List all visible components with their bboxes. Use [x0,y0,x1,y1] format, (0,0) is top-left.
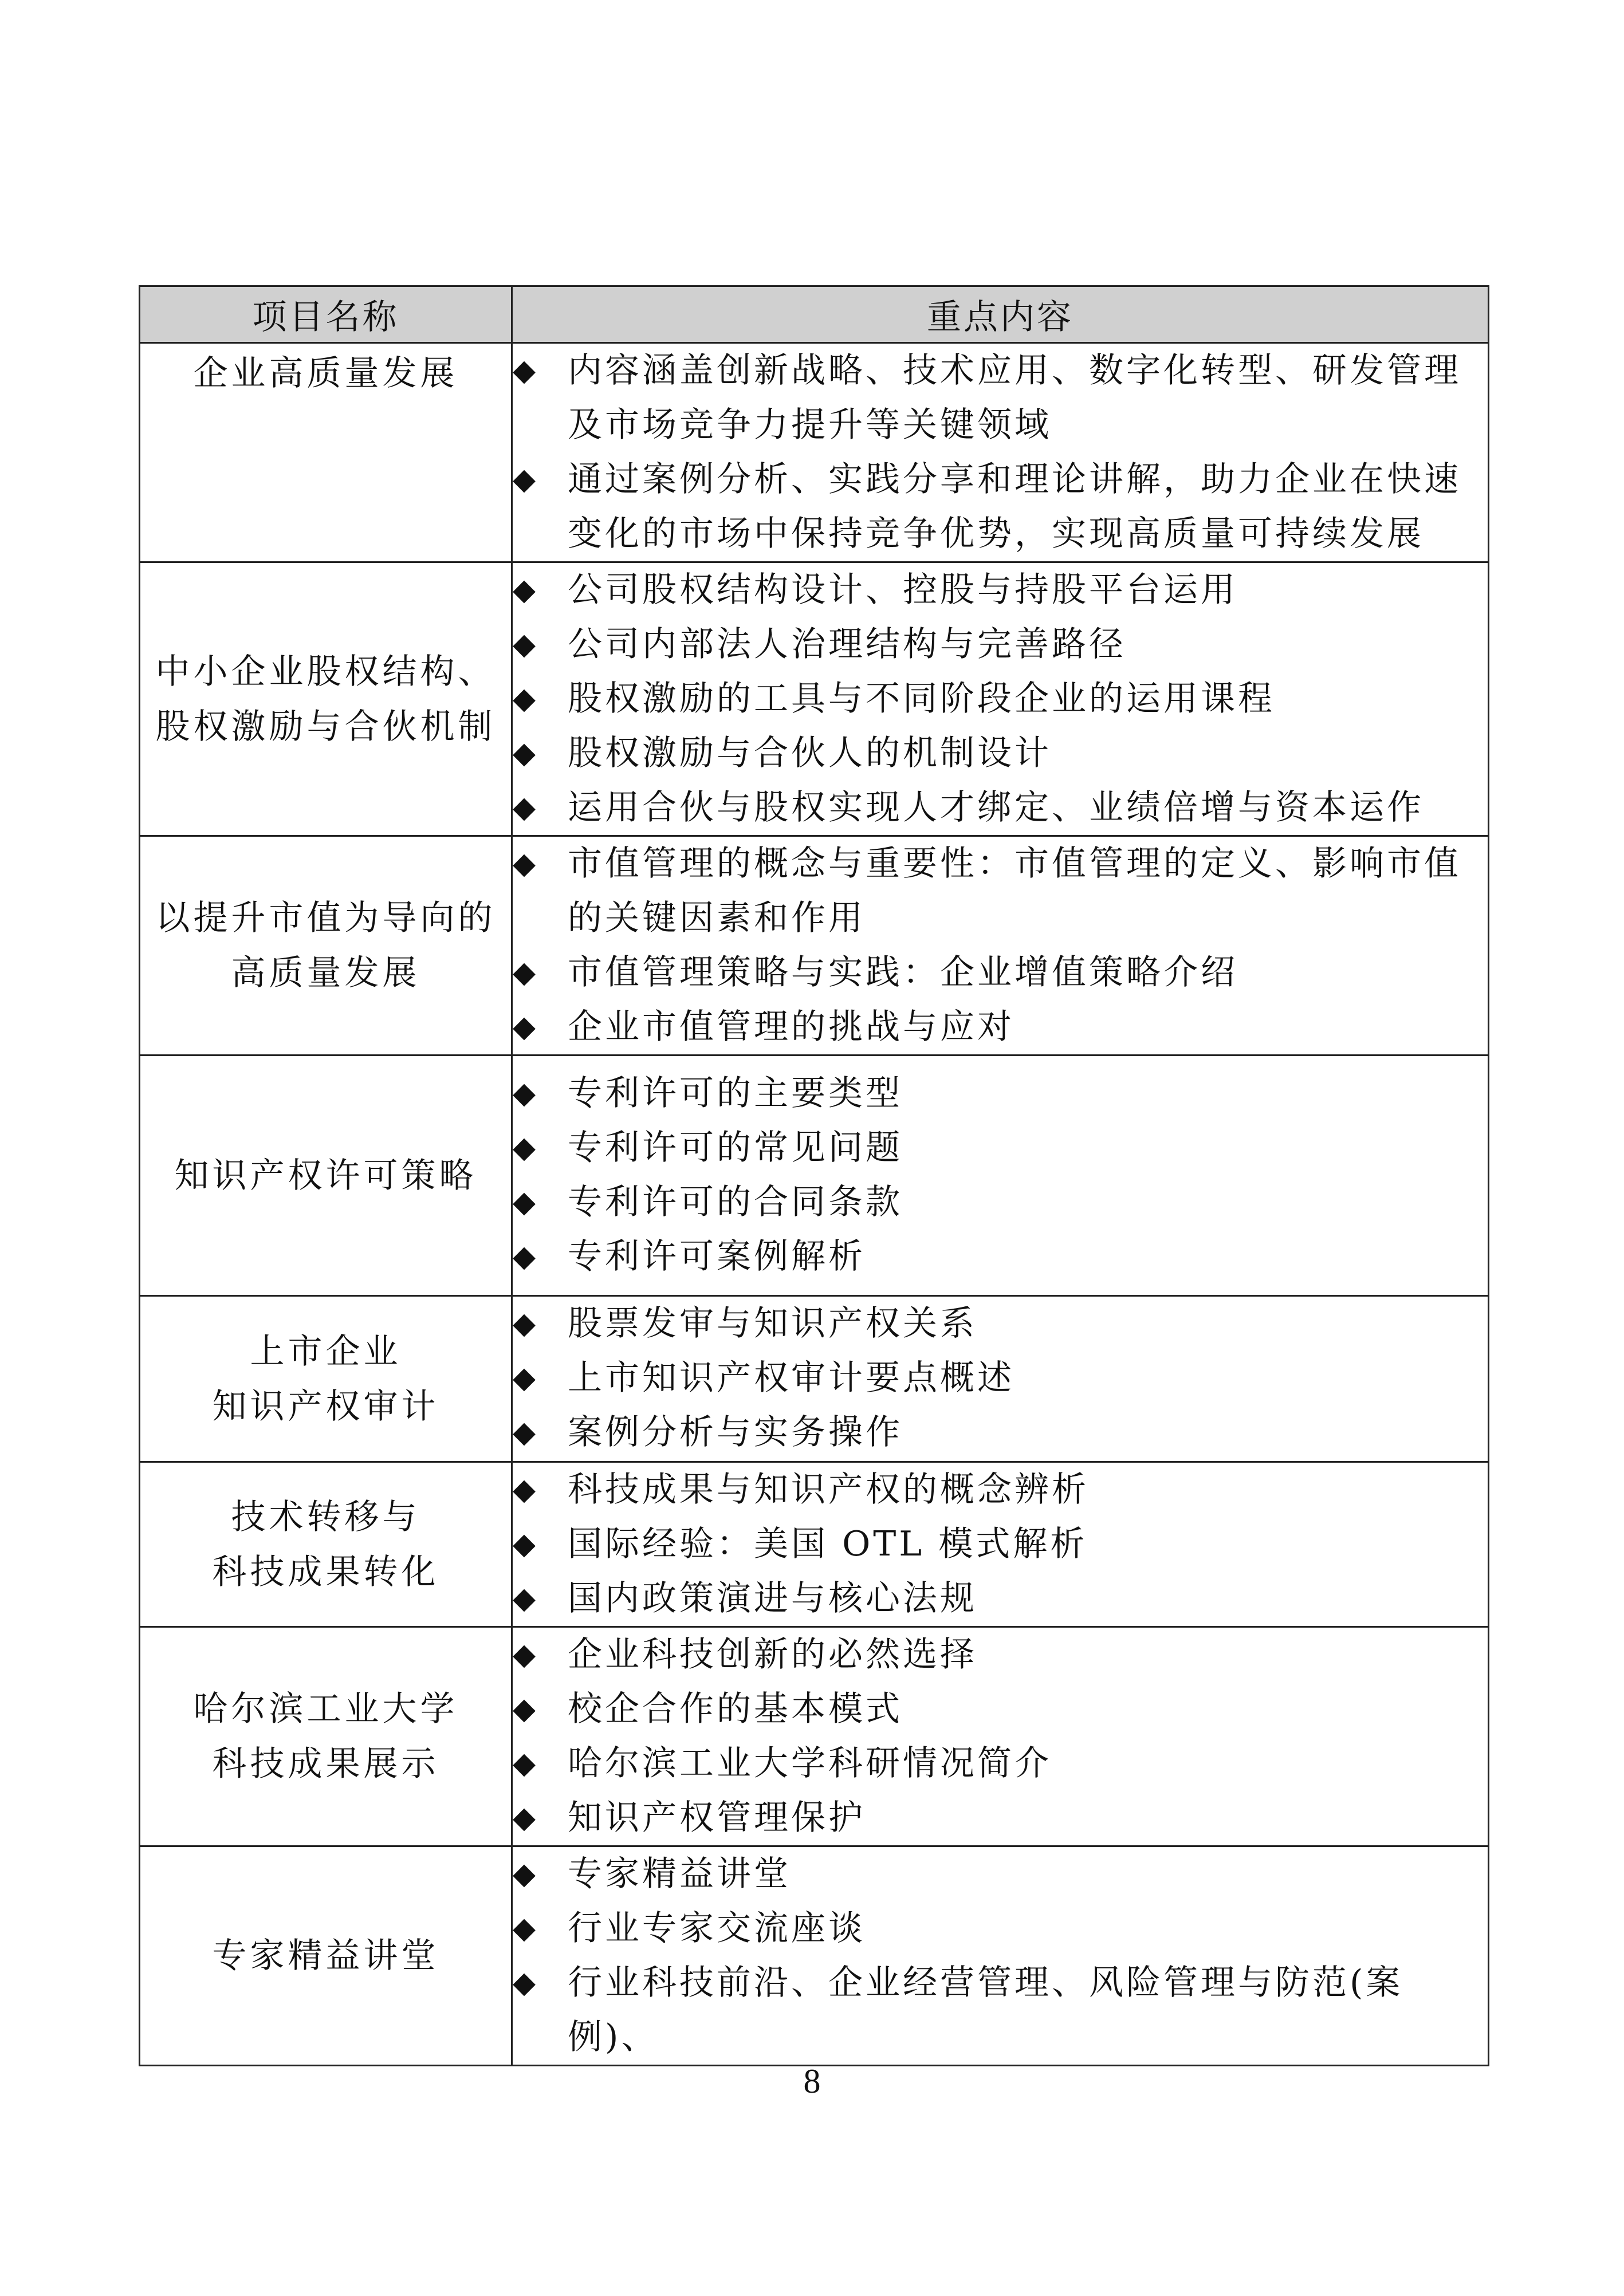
content-point [513,946,1488,1000]
diamond-bullet-icon: ◆ [513,1581,538,1616]
content-cell [512,1462,1489,1627]
content-cell [512,562,1489,836]
content-cell [512,1627,1489,1846]
diamond-bullet-icon: ◆ [513,1361,538,1395]
content-point [513,837,1488,946]
content-point-text: 专利许可案例解析 [568,1236,866,1277]
project-name-line: 哈尔滨工业大学 [193,1689,458,1729]
content-point-text: 行业科技前沿、企业经营管理、风险管理与防范(案例)、 [568,1963,1403,2057]
content-point [513,1463,1488,1517]
project-name-line: 企业高质量发展 [193,353,458,393]
table-header-row [140,286,1489,343]
diamond-bullet-icon: ◆ [513,627,538,661]
content-point-text: 案例分析与实务操作 [568,1412,903,1452]
table-row [140,1056,1489,1296]
table-row [140,1846,1489,2066]
table-row [140,343,1489,562]
content-point [513,1000,1488,1054]
project-name-line: 专家精益讲堂 [212,1936,439,1976]
content-point-text: 运用合伙与股权实现人才绑定、业绩倍增与资本运作 [568,787,1424,828]
content-point-text: 公司内部法人治理结构与完善路径 [568,624,1126,664]
header-project-name: 项目名称 [140,286,512,343]
content-point-text: 专家精益讲堂 [568,1854,791,1894]
project-name-line: 科技成果转化 [212,1551,439,1592]
content-cell [512,1846,1489,2066]
content-point [513,1572,1488,1626]
diamond-bullet-icon: ◆ [513,573,538,607]
project-name-cell [140,1296,512,1462]
content-point-text: 上市知识产权审计要点概述 [568,1358,1014,1398]
project-name-line: 以提升市值为导向的 [155,898,496,938]
diamond-bullet-icon: ◆ [513,790,538,825]
content-cell [512,1056,1489,1296]
content-point-text: 知识产权管理保护 [568,1798,866,1838]
content-point [513,344,1488,452]
diamond-bullet-icon: ◆ [513,1415,538,1450]
content-point [513,1956,1488,2065]
content-point [513,1066,1488,1121]
diamond-bullet-icon: ◆ [513,1185,538,1219]
table-row [140,562,1489,836]
content-point-text: 行业专家交流座谈 [568,1908,866,1948]
content-point [513,1121,1488,1175]
content-point-text: 校企合作的基本模式 [568,1689,903,1729]
content-point [513,1351,1488,1405]
content-point-text: 专利许可的常见问题 [568,1128,903,1168]
content-point-text: 国内政策演进与核心法规 [568,1578,977,1618]
project-name-cell [140,1846,512,2066]
project-name-line: 知识产权许可策略 [174,1155,477,1196]
content-point [513,1682,1488,1736]
content-point [513,1901,1488,1956]
content-point [513,1517,1488,1572]
content-point-text: 股票发审与知识产权关系 [568,1303,977,1344]
content-point [513,781,1488,835]
content-point-text: 股权激励的工具与不同阶段企业的运用课程 [568,679,1275,719]
project-name-cell [140,836,512,1056]
table-row [140,836,1489,1056]
content-point [513,1628,1488,1682]
content-point [513,672,1488,726]
content-point-text: 通过案例分析、实践分享和理论讲解，助力企业在快速变化的市场中保持竞争优势，实现高质量可持续发展 [568,459,1461,554]
project-name-line: 知识产权审计 [212,1386,439,1427]
diamond-bullet-icon: ◆ [513,1801,538,1835]
diamond-bullet-icon: ◆ [513,462,538,497]
content-point [513,1230,1488,1284]
project-name-line: 中小企业股权结构、 [155,651,496,692]
project-name-line: 高质量发展 [231,953,420,993]
content-point-text: 国际经验：美国 OTL 模式解析 [568,1524,1088,1564]
diamond-bullet-icon: ◆ [513,1306,538,1341]
diamond-bullet-icon: ◆ [513,353,538,388]
content-point-text: 内容涵盖创新战略、技术应用、数字化转型、研发管理及市场竞争力提升等关键领域 [568,350,1461,445]
diamond-bullet-icon: ◆ [513,1239,538,1274]
content-point-text: 市值管理策略与实践：企业增值策略介绍 [568,952,1238,993]
content-point [513,1297,1488,1351]
content-point-text: 哈尔滨工业大学科研情况简介 [568,1743,1052,1783]
content-cell [512,836,1489,1056]
project-name-cell [140,343,512,562]
content-point-text: 公司股权结构设计、控股与持股平台运用 [568,570,1238,610]
page-number: 8 [803,2062,821,2100]
project-name-cell [140,1056,512,1296]
project-name-line: 科技成果展示 [212,1744,439,1784]
diamond-bullet-icon: ◆ [513,1637,538,1672]
project-name-cell [140,1627,512,1846]
diamond-bullet-icon: ◆ [513,1966,538,2000]
content-point-text: 科技成果与知识产权的概念辨析 [568,1470,1089,1510]
content-point-text: 股权激励与合伙人的机制设计 [568,733,1052,773]
project-name-cell [140,1462,512,1627]
table-row [140,1462,1489,1627]
content-point-text: 企业市值管理的挑战与应对 [568,1007,1014,1047]
content-point [513,563,1488,617]
diamond-bullet-icon: ◆ [513,1527,538,1561]
content-point [513,452,1488,561]
diamond-bullet-icon: ◆ [513,736,538,770]
project-name-line: 股权激励与合伙机制 [155,706,496,747]
table-row [140,1627,1489,1846]
header-key-content: 重点内容 [512,286,1489,343]
content-point-text: 专利许可的合同条款 [568,1182,903,1222]
diamond-bullet-icon: ◆ [513,1692,538,1726]
content-point-text: 专利许可的主要类型 [568,1073,903,1113]
diamond-bullet-icon: ◆ [513,1857,538,1891]
project-name-line: 上市企业 [250,1331,402,1372]
content-cell [512,343,1489,562]
content-cell [512,1296,1489,1462]
content-point [513,1847,1488,1901]
diamond-bullet-icon: ◆ [513,955,538,990]
content-point-text: 企业科技创新的必然选择 [568,1635,977,1675]
project-name-line: 技术转移与 [231,1496,420,1537]
content-point [513,1736,1488,1791]
content-point-text: 市值管理的概念与重要性：市值管理的定义、影响市值的关键因素和作用 [568,844,1461,938]
diamond-bullet-icon: ◆ [513,1131,538,1165]
content-point [513,1791,1488,1845]
diamond-bullet-icon: ◆ [513,682,538,716]
diamond-bullet-icon: ◆ [513,1746,538,1781]
content-point [513,1405,1488,1460]
course-table [139,285,1489,2066]
content-point [513,726,1488,781]
diamond-bullet-icon: ◆ [513,1911,538,1946]
table-row [140,1296,1489,1462]
diamond-bullet-icon: ◆ [513,1076,538,1110]
diamond-bullet-icon: ◆ [513,1472,538,1507]
project-name-cell [140,562,512,836]
content-point [513,1175,1488,1230]
content-point [513,617,1488,672]
diamond-bullet-icon: ◆ [513,846,538,881]
diamond-bullet-icon: ◆ [513,1010,538,1044]
